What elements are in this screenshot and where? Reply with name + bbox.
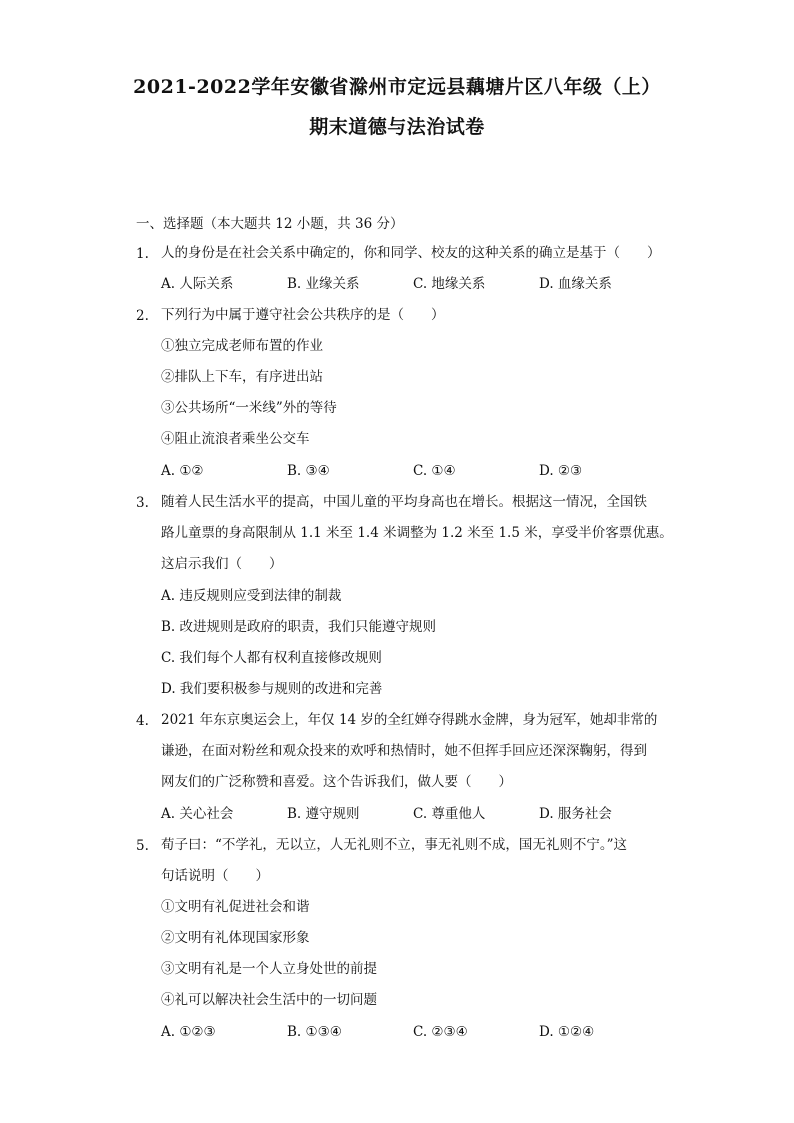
question-number: 1. xyxy=(136,246,149,262)
option-d: D. 血缘关系 xyxy=(539,276,612,292)
question-stem-line: 路儿童票的身高限制从 1.1 米至 1.4 米调整为 1.2 米至 1.5 米，享受半价客票优惠。 xyxy=(161,525,673,541)
question-stem-line: 网友们的广泛称赞和喜爱。这个告诉我们，做人要（ ） xyxy=(161,774,512,790)
question-stem-line: 荀子曰：“不学礼，无以立，人无礼则不立，事无礼则不成，国无礼则不宁。”这 xyxy=(161,837,628,853)
option-c: C. ②③④ xyxy=(413,1024,468,1040)
option-a: A. 违反规则应受到法律的制裁 xyxy=(161,588,342,604)
question-stem-line: 人的身份是在社会关系中确定的，你和同学、校友的这种关系的确立是基于（ ） xyxy=(161,245,661,261)
question-stem-line: 句话说明（ ） xyxy=(161,868,269,884)
option-c: C. 地缘关系 xyxy=(413,276,486,292)
option-b: B. ③④ xyxy=(287,463,330,479)
question-stem-line: 这启示我们（ ） xyxy=(161,556,283,572)
option-d: D. ①②④ xyxy=(539,1024,595,1040)
statement-2: ②文明有礼体现国家形象 xyxy=(161,930,310,946)
statement-4: ④阻止流浪者乘坐公交车 xyxy=(161,431,310,447)
statement-3: ③文明有礼是一个人立身处世的前提 xyxy=(161,961,377,977)
option-c: C. 我们每个人都有权利直接修改规则 xyxy=(161,650,382,666)
statement-3: ③公共场所“一米线”外的等待 xyxy=(161,400,337,416)
option-c: C. ①④ xyxy=(413,463,456,479)
question-number: 3. xyxy=(136,495,149,511)
statement-1: ①文明有礼促进社会和谐 xyxy=(161,899,310,915)
question-number: 5. xyxy=(136,838,149,854)
option-a: A. ①②③ xyxy=(161,1024,216,1040)
question-stem-line: 2021 年东京奥运会上，年仅 14 岁的全红婵夺得跳水金牌，身为冠军，她却非常的 xyxy=(161,712,658,728)
option-b: B. 业缘关系 xyxy=(287,276,360,292)
option-a: A. ①② xyxy=(161,463,204,479)
option-b: B. ①③④ xyxy=(287,1024,342,1040)
question-number: 4. xyxy=(136,713,149,729)
section-heading: 一、选择题（本大题共 12 小题，共 36 分） xyxy=(136,216,404,232)
statement-2: ②排队上下车，有序进出站 xyxy=(161,369,323,385)
question-number: 2. xyxy=(136,308,149,324)
statement-1: ①独立完成老师布置的作业 xyxy=(161,338,323,354)
option-c: C. 尊重他人 xyxy=(413,806,486,822)
option-b: B. 改进规则是政府的职责，我们只能遵守规则 xyxy=(161,619,437,635)
option-a: A. 人际关系 xyxy=(161,276,234,292)
option-b: B. 遵守规则 xyxy=(287,806,360,822)
question-stem-line: 谦逊，在面对粉丝和观众投来的欢呼和热情时，她不但挥手回应还深深鞠躬，得到 xyxy=(161,743,647,759)
option-a: A. 关心社会 xyxy=(161,806,234,822)
exam-title-line-2: 期末道德与法治试卷 xyxy=(309,116,485,138)
question-stem-line: 下列行为中属于遵守社会公共秩序的是（ ） xyxy=(161,307,445,323)
statement-4: ④礼可以解决社会生活中的一切问题 xyxy=(161,992,377,1008)
option-d: D. 我们要积极参与规则的改进和完善 xyxy=(161,681,383,697)
question-stem-line: 随着人民生活水平的提高，中国儿童的平均身高也在增长。根据这一情况，全国铁 xyxy=(161,494,647,510)
exam-title-line-1: 2021-2022学年安徽省滁州市定远县藕塘片区八年级（上） xyxy=(133,76,661,98)
option-d: D. 服务社会 xyxy=(539,806,612,822)
option-d: D. ②③ xyxy=(539,463,583,479)
